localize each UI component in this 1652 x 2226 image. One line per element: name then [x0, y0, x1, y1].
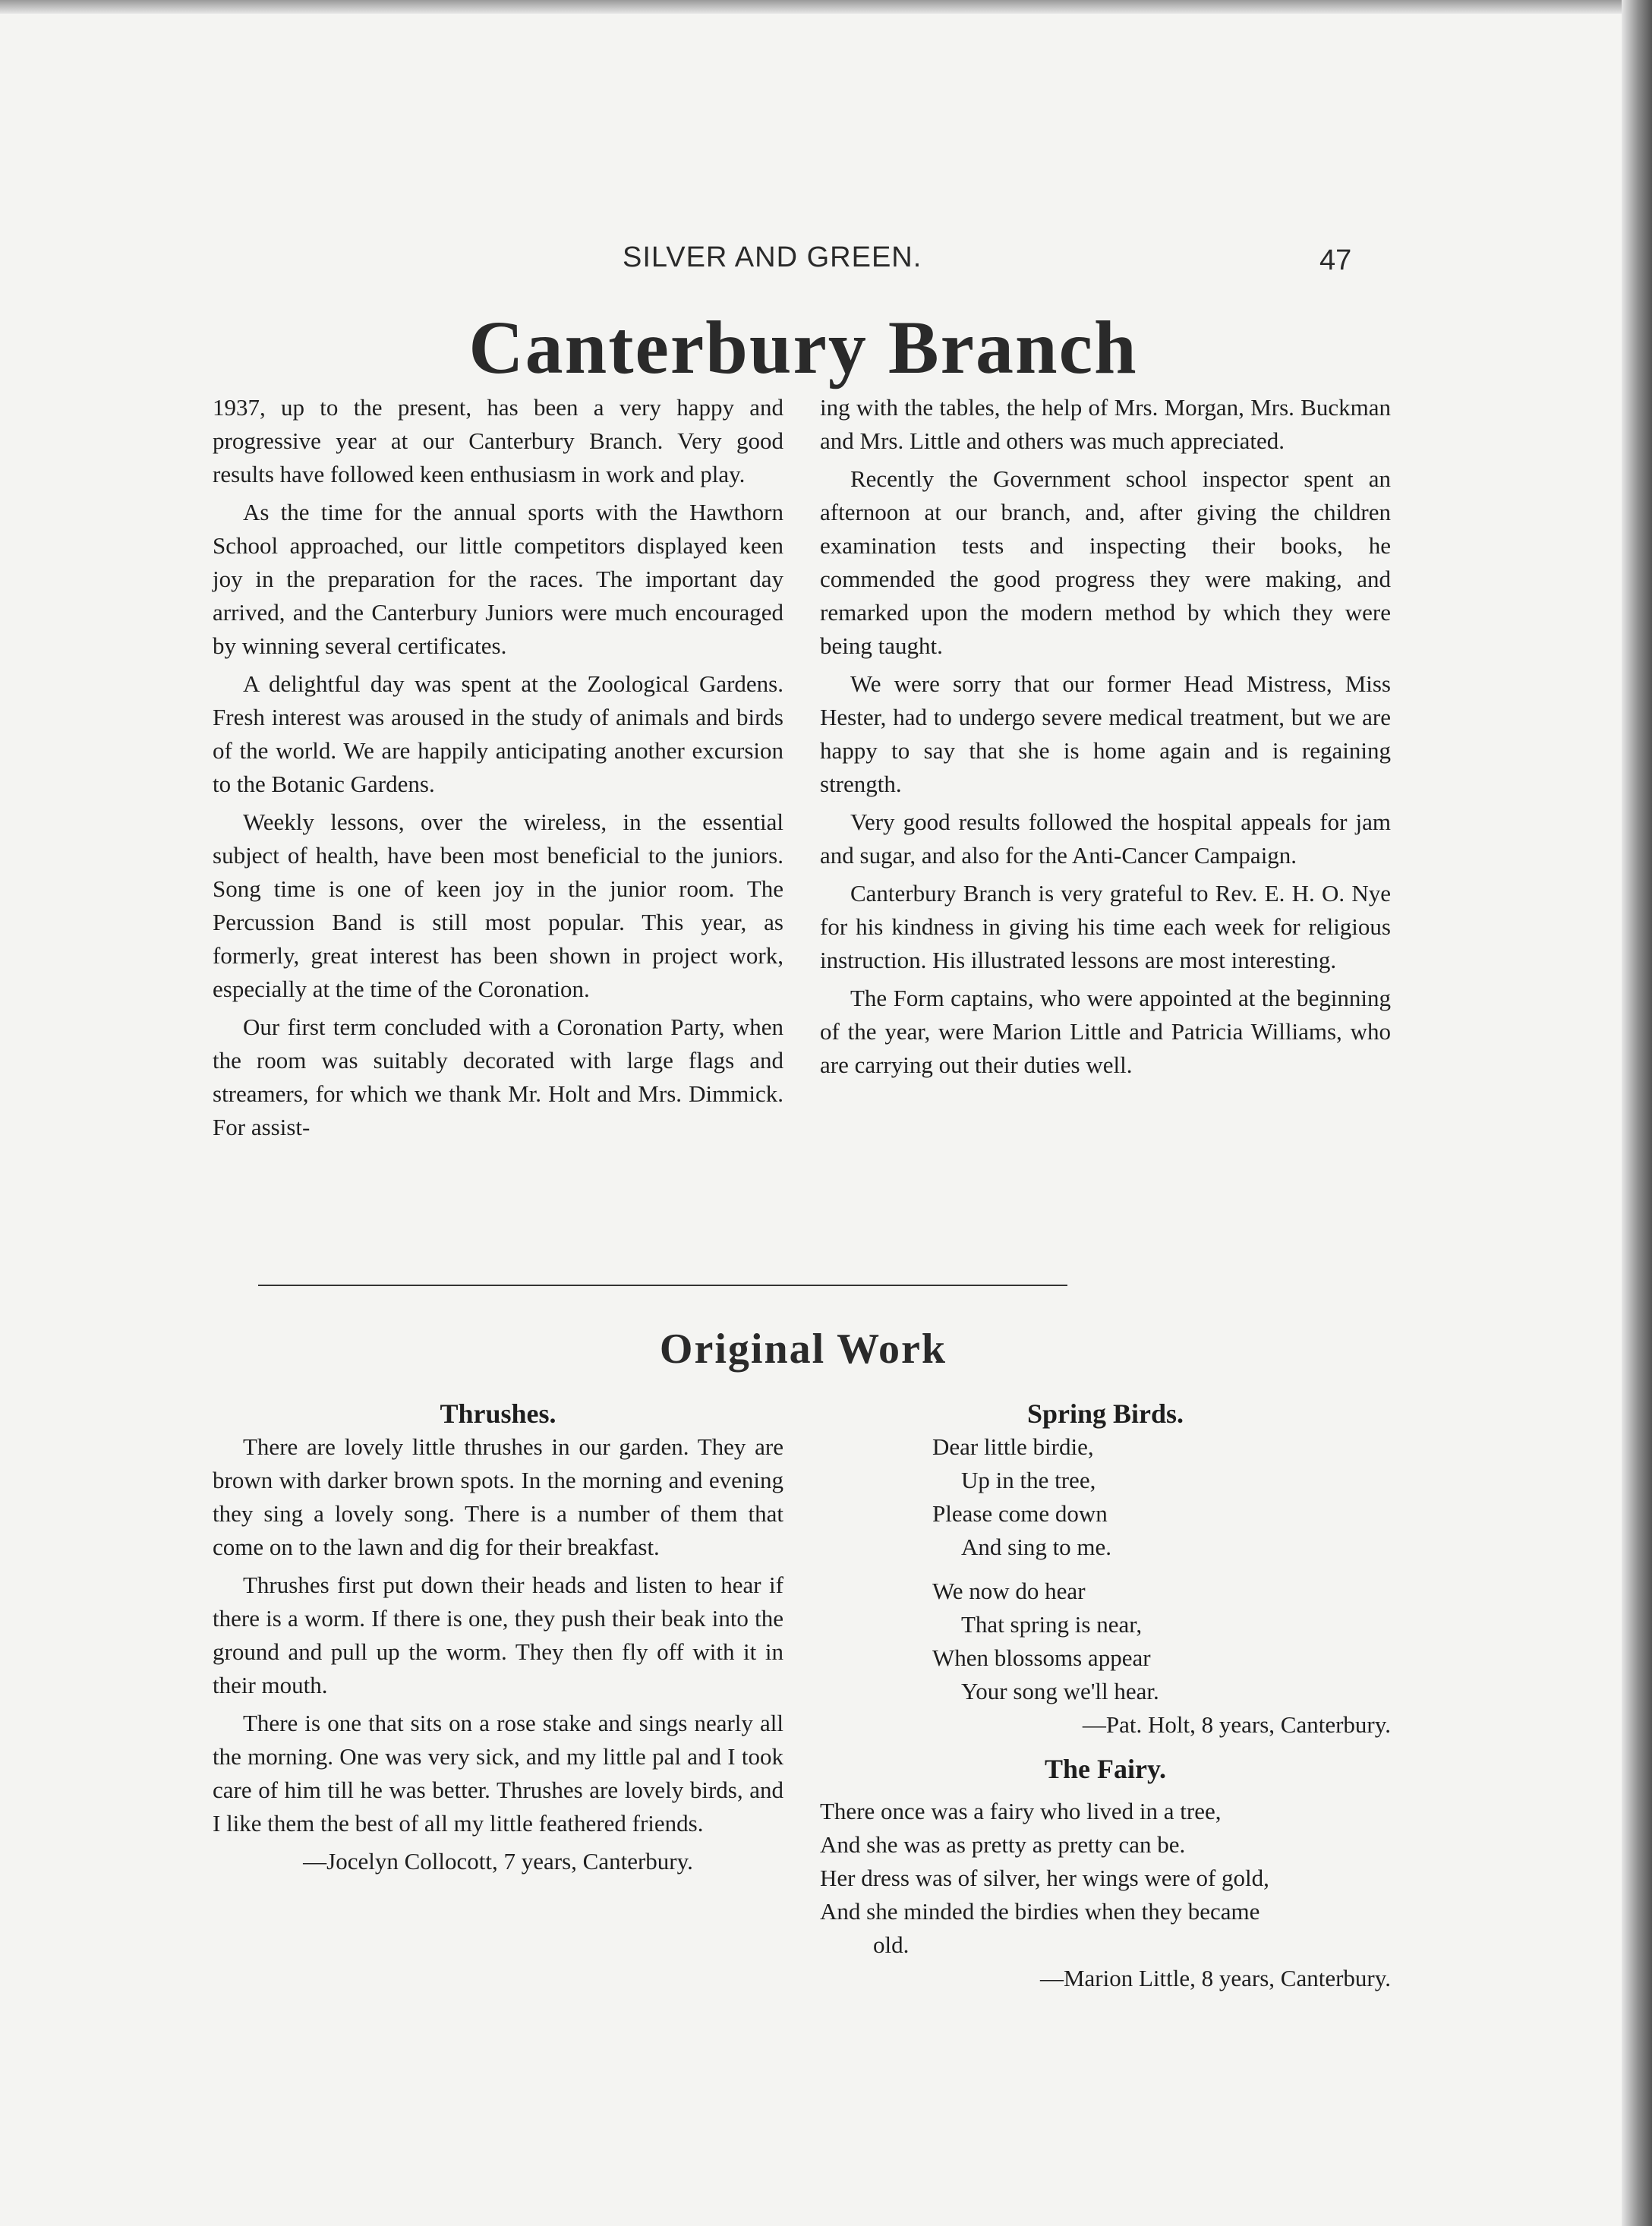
paragraph: There is one that sits on a rose stake and sings nearly all the morning. One was very sick, and my little pal and I took care of him till he was better. Thrushes are lovely birds, and I like them the best of all my little feathered friends.	[213, 1710, 783, 1837]
thrushes-piece	[213, 1397, 783, 1878]
the-fairy-poem	[820, 1795, 1391, 1995]
book-binding-edge	[1622, 0, 1652, 2226]
page-top-edge	[0, 0, 1652, 14]
poems-column	[820, 1397, 1391, 1995]
paragraph: Recently the Government school inspector spent an afternoon at our branch, and, after giving the children examination tests and inspecting their books, he commended the good progress they were making, and remarked upon the modern method by which they were being taught.	[820, 465, 1391, 659]
the-fairy-byline: —Marion Little, 8 years, Canterbury.	[1039, 1965, 1391, 1991]
poem-line: And she minded the birdies when they became	[820, 1898, 1260, 1925]
the-fairy-title: The Fairy.	[1045, 1754, 1166, 1784]
paragraph: Very good results followed the hospital appeals for jam and sugar, and also for the Anti-Cancer Campaign.	[820, 809, 1391, 869]
paragraph: A delightful day was spent at the Zoological Gardens. Fresh interest was aroused in the study of animals and birds of the world. We are happily anticipating another excursion to the Botanic Gardens.	[213, 670, 783, 797]
thrushes-title: Thrushes.	[440, 1398, 556, 1429]
poem-line: There once was a fairy who lived in a tree,	[820, 1798, 1222, 1824]
running-head	[0, 241, 1652, 279]
poem-line: And sing to me.	[961, 1534, 1112, 1560]
canterbury-branch-title: Canterbury Branch	[468, 305, 1138, 389]
poem-line: That spring is near,	[961, 1611, 1143, 1638]
spring-birds-title: Spring Birds.	[1026, 1398, 1184, 1429]
spring-birds-poem	[820, 1430, 1391, 1742]
paragraph: Thrushes first put down their heads and listen to hear if there is a worm. If there is one, they push their beak into the ground and pull up the worm. They then fly off with it in their mouth.	[213, 1572, 783, 1698]
paragraph: Canterbury Branch is very grateful to Rev. E. H. O. Nye for his kindness in giving his time each week for religious instruction. His illustrated lessons are most interesting.	[820, 880, 1391, 973]
paragraph: Weekly lessons, over the wireless, in the essential subject of health, have been most beneficial to the juniors. Song time is one of keen joy in the junior room. The Percussion Band is still most popular. This year, as formerly, great interest has been shown in project work, especially at the time of the Coronation.	[213, 809, 783, 1002]
page-number: 47	[1319, 244, 1352, 276]
spring-birds-byline: —Pat. Holt, 8 years, Canterbury.	[1082, 1711, 1391, 1738]
poem-line: Up in the tree,	[961, 1467, 1096, 1493]
poem-line: Dear little birdie,	[932, 1433, 1094, 1460]
paragraph: As the time for the annual sports with the Hawthorn School approached, our little competitors displayed keen joy in the preparation for the races. The important day arrived, and the Canterbury Juniors were much encouraged by winning several certificates.	[213, 499, 783, 659]
poem-line: old.	[873, 1931, 910, 1958]
paragraph: There are lovely little thrushes in our garden. They are brown with darker brown spots. In the morning and evening they sing a lovely song. There is a number of them that come on to the lawn and dig for their breakfast.	[213, 1433, 783, 1560]
canterbury-left-column	[213, 391, 783, 1149]
thrushes-byline: —Jocelyn Collocott, 7 years, Canterbury.	[303, 1848, 693, 1874]
paragraph: We were sorry that our former Head Mistress, Miss Hester, had to undergo severe medical treatment, but we are happy to say that she is home again and is regaining strength.	[820, 670, 1391, 797]
canterbury-right-column	[820, 391, 1391, 1086]
poem-line: And she was as pretty as pretty can be.	[820, 1831, 1186, 1858]
section-divider	[258, 1285, 1067, 1286]
paragraph: ing with the tables, the help of Mrs. Morgan, Mrs. Buckman and Mrs. Little and others was much appreciated.	[820, 394, 1391, 454]
paragraph: Our first term concluded with a Coronation Party, when the room was suitably decorated with large flags and streamers, for which we thank Mr. Holt and Mrs. Dimmick. For assist-	[213, 1014, 783, 1140]
poem-line: We now do hear	[932, 1578, 1086, 1604]
poem-line: Her dress was of silver, her wings were of gold,	[820, 1865, 1269, 1891]
journal-name: SILVER AND GREEN.	[623, 241, 922, 273]
poem-line: When blossoms appear	[932, 1644, 1151, 1671]
poem-line: Please come down	[932, 1500, 1108, 1527]
paragraph: 1937, up to the present, has been a very happy and progressive year at our Canterbury Branch. Very good results have followed keen enthusiasm in work and play.	[213, 394, 783, 487]
paragraph: The Form captains, who were appointed at the beginning of the year, were Marion Little and Patricia Williams, who are carrying out their duties well.	[820, 985, 1391, 1078]
original-work-title: Original Work	[659, 1326, 947, 1373]
poem-line: Your song we'll hear.	[961, 1678, 1159, 1704]
